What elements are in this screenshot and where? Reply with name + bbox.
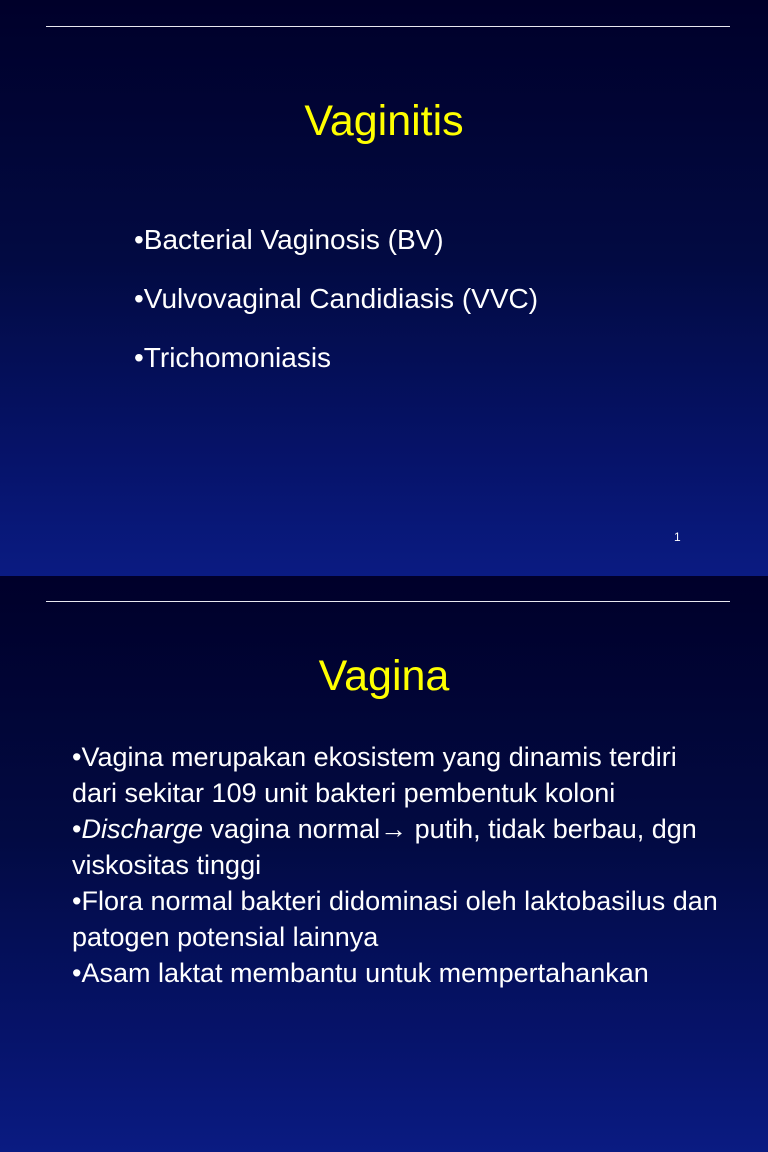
bullet-item: •Bacterial Vaginosis (BV) xyxy=(134,224,444,255)
bullet-text: •Flora normal bakteri didominasi oleh laktobasilus dan patogen potensial lainnya xyxy=(72,886,718,952)
bullet-text: vagina normal→ putih, tidak berbau, dgn viskositas tinggi xyxy=(72,814,697,880)
bullet-item xyxy=(72,739,722,811)
emphasized-term: Discharge xyxy=(81,814,204,844)
slide-1-header-rule xyxy=(46,26,730,27)
bullet-item: •Trichomoniasis xyxy=(134,342,332,373)
bullet-marker: • xyxy=(72,814,82,844)
bullet-text: •Vagina merupakan ekosistem yang dinamis terdiri dari sekitar 109 unit bakteri pembentuk koloni xyxy=(72,742,677,808)
slide-1-title: Vaginitis xyxy=(304,97,464,145)
slide-2-bullet-list xyxy=(72,739,722,991)
slide-2-title: Vagina xyxy=(318,652,450,700)
slide-2-header-rule xyxy=(46,601,730,602)
slide-2 xyxy=(0,576,768,1152)
bullet-item xyxy=(72,811,722,883)
slide-number: 1 xyxy=(674,530,681,544)
bullet-item: •Vulvovaginal Candidiasis (VVC) xyxy=(134,283,539,314)
slide-1-bullet-list xyxy=(134,220,538,397)
bullet-text: •Asam laktat membantu untuk mempertahankan xyxy=(72,958,649,988)
bullet-item xyxy=(72,955,722,991)
bullet-item xyxy=(72,883,722,955)
